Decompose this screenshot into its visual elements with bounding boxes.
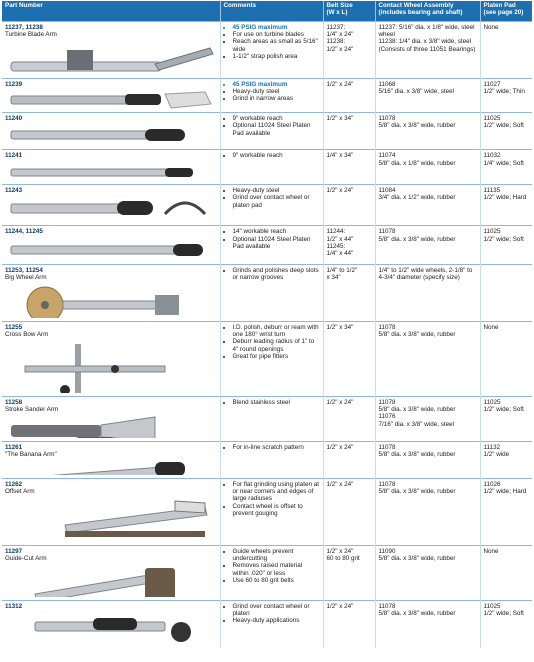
belt-size-cell: 1/2" x 24" bbox=[323, 184, 375, 225]
part-name: Offset Arm bbox=[5, 488, 35, 496]
arm-11243-photo bbox=[5, 196, 217, 223]
part-number: 11297 bbox=[5, 547, 23, 555]
arm-illustration bbox=[5, 415, 215, 438]
comment-item: • For flat grinding using platen at or near corners and edges of large radiuses bbox=[233, 481, 320, 503]
comments-list bbox=[224, 267, 320, 282]
table-row bbox=[2, 78, 532, 112]
platen-pad-cell: 11132 1/2" wide bbox=[480, 441, 532, 478]
belt-size-cell: 1/2" x 34" bbox=[323, 321, 375, 396]
comment-item: • Contact wheel is offset to prevent gouging bbox=[233, 503, 320, 518]
belt-size-cell: 1/4" x 34" bbox=[323, 150, 375, 184]
platen-pad-cell: 11135 1/2" wide; Hard bbox=[480, 184, 532, 225]
arm-illustration bbox=[5, 40, 215, 75]
header-contact-wheel: Contact Wheel Assembly (includes bearing and shaft) bbox=[375, 1, 480, 21]
table-header bbox=[2, 1, 532, 21]
part-number-cell bbox=[2, 478, 220, 545]
part-number: 11261 bbox=[5, 443, 23, 451]
big-wheel-arm-photo bbox=[5, 283, 217, 318]
comment-item: • Blend stainless steel bbox=[233, 399, 320, 406]
contact-wheel-cell: 11078 5/8" dia. x 3/8" wide, rubber bbox=[375, 441, 480, 478]
table-row bbox=[2, 441, 532, 478]
part-number-cell bbox=[2, 441, 220, 478]
contact-wheel-cell: 11068 5/16" dia. x 3/8" wide, steel bbox=[375, 78, 480, 112]
arm-11312-photo bbox=[5, 612, 217, 646]
part-number: 11258 bbox=[5, 398, 23, 406]
platen-pad-cell: 11026 1/2" wide; Hard bbox=[480, 478, 532, 545]
highlight-note: • 45 PSIG maximum bbox=[233, 24, 320, 31]
comment-item: • Heavy-duty steel bbox=[233, 187, 320, 194]
highlight-note: • 45 PSIG maximum bbox=[233, 81, 320, 88]
comments-list bbox=[224, 444, 320, 451]
comments-cell bbox=[220, 545, 323, 600]
arm-illustration bbox=[5, 497, 215, 542]
comments-cell bbox=[220, 150, 323, 184]
banana-arm-photo bbox=[5, 460, 217, 475]
turbine-blade-arm-photo bbox=[5, 40, 217, 75]
comments-cell bbox=[220, 226, 323, 264]
platen-pad-cell: 11025 1/2" wide; Soft bbox=[480, 226, 532, 264]
part-name: Big Wheel Arm bbox=[5, 274, 47, 282]
part-number-cell bbox=[2, 264, 220, 321]
belt-size-cell: 1/2" x 34" bbox=[323, 112, 375, 149]
arm-illustration bbox=[5, 340, 215, 393]
part-number-cell bbox=[2, 545, 220, 600]
arm-11240-photo bbox=[5, 124, 217, 147]
table-row bbox=[2, 321, 532, 396]
part-number-cell bbox=[2, 184, 220, 225]
comments-cell bbox=[220, 478, 323, 545]
comment-item: • Great for pipe fitters bbox=[233, 353, 320, 360]
platen-pad-cell: 11025 1/2" wide; Soft bbox=[480, 600, 532, 648]
platen-pad-cell: None bbox=[480, 321, 532, 396]
arm-illustration bbox=[5, 283, 215, 318]
part-name: Cross Bow Arm bbox=[5, 331, 49, 339]
belt-size-cell: 1/2" x 24" bbox=[323, 478, 375, 545]
contact-wheel-cell: 11090 5/8" dia. x 3/8" wide, rubber bbox=[375, 545, 480, 600]
part-number: 11241 bbox=[5, 152, 23, 160]
comments-list bbox=[224, 115, 320, 137]
belt-size-cell: 11244: 1/2" x 44" 11245: 1/4" x 44" bbox=[323, 226, 375, 264]
comment-item: • Removes raised material within .020" or less bbox=[233, 562, 320, 577]
comments-cell bbox=[220, 112, 323, 149]
comments-list bbox=[224, 81, 320, 103]
part-number-cell bbox=[2, 600, 220, 648]
part-name: Stroke Sander Arm bbox=[5, 406, 59, 414]
comment-item: • For in-line scratch pattern bbox=[233, 444, 320, 451]
part-number: 11244, 11245 bbox=[5, 228, 43, 236]
platen-pad-cell: 11025 1/2" wide; Soft bbox=[480, 112, 532, 149]
part-number: 11262 bbox=[5, 480, 23, 488]
arm-illustration bbox=[5, 612, 215, 646]
part-name: Guide-Cut Arm bbox=[5, 555, 47, 563]
arm-illustration bbox=[5, 196, 215, 223]
belt-size-cell: 1/2" x 24" bbox=[323, 441, 375, 478]
comments-list bbox=[224, 187, 320, 209]
comments-cell bbox=[220, 396, 323, 441]
platen-pad-cell: None bbox=[480, 545, 532, 600]
part-number: 11240 bbox=[5, 114, 23, 122]
part-number-cell bbox=[2, 226, 220, 264]
part-number-cell bbox=[2, 150, 220, 184]
comment-item: • 14" workable reach bbox=[233, 228, 320, 235]
comment-item: • I.D. polish, deburr or ream with one 180° wrist turn bbox=[233, 324, 320, 339]
comment-item: • Grind in narrow areas bbox=[233, 95, 320, 102]
belt-size-cell: 1/4" to 1/2" x 34" bbox=[323, 264, 375, 321]
comment-item: • Grind over contact wheel or platen pad bbox=[233, 194, 320, 209]
part-name: "The Banana Arm" bbox=[5, 451, 57, 459]
table-row bbox=[2, 184, 532, 225]
table-row bbox=[2, 112, 532, 149]
contact-wheel-cell: 11078 5/8" dia. x 3/8" wide, rubber bbox=[375, 478, 480, 545]
part-number: 11239 bbox=[5, 80, 23, 88]
comment-item: • Heavy-duty applications bbox=[233, 617, 320, 624]
comments-cell bbox=[220, 78, 323, 112]
comment-item: • 9" workable reach bbox=[233, 115, 320, 122]
part-number-cell bbox=[2, 321, 220, 396]
table-row bbox=[2, 150, 532, 184]
comments-list bbox=[224, 603, 320, 625]
platen-pad-cell: 11032 1/4" wide; Soft bbox=[480, 150, 532, 184]
comments-list bbox=[224, 324, 320, 361]
part-number: 11243 bbox=[5, 186, 23, 194]
comments-list bbox=[224, 228, 320, 250]
comments-list bbox=[224, 152, 320, 159]
offset-arm-photo bbox=[5, 497, 217, 542]
table-row bbox=[2, 600, 532, 648]
comments-cell bbox=[220, 21, 323, 78]
guide-cut-arm-photo bbox=[5, 564, 217, 597]
table-row bbox=[2, 396, 532, 441]
stroke-sander-arm-photo bbox=[5, 415, 217, 438]
arm-11239-photo bbox=[5, 90, 217, 110]
table-row bbox=[2, 264, 532, 321]
part-number: 11237, 11238 bbox=[5, 23, 43, 31]
contact-wheel-cell: 11074 5/8" dia. x 1/8" wide, rubber bbox=[375, 150, 480, 184]
header-comments: Comments bbox=[220, 1, 323, 21]
cross-bow-arm-photo bbox=[5, 340, 217, 393]
arm-11244-photo bbox=[5, 238, 217, 262]
table-row bbox=[2, 21, 532, 78]
arm-illustration bbox=[5, 564, 215, 597]
comment-item: • Heavy-duty steel bbox=[233, 88, 320, 95]
comment-item: • 9" workable reach bbox=[233, 152, 320, 159]
contact-wheel-cell: 11078 5/8" dia. x 3/8" wide, rubber bbox=[375, 321, 480, 396]
comments-list bbox=[224, 481, 320, 518]
comment-item: • Optional 11024 Steel Platen Pad available bbox=[233, 122, 320, 137]
platen-pad-cell: 11025 1/2" wide; Soft bbox=[480, 396, 532, 441]
arm-11241-photo bbox=[5, 162, 217, 182]
part-number-cell bbox=[2, 78, 220, 112]
header-belt-size: Belt Size (W x L) bbox=[323, 1, 375, 21]
comments-cell bbox=[220, 264, 323, 321]
part-name: Turbine Blade Arm bbox=[5, 30, 57, 38]
comment-item: • Grinds and polishes deep slots or narrow grooves bbox=[233, 267, 320, 282]
arm-spec-table bbox=[2, 1, 532, 648]
comment-item: • Optional 11024 Steel Platen Pad available bbox=[233, 236, 320, 251]
comments-cell bbox=[220, 184, 323, 225]
contact-wheel-cell: 11078 5/8" dia. x 3/8" wide, rubber bbox=[375, 112, 480, 149]
comment-item: • Guide wheels prevent undercutting bbox=[233, 548, 320, 563]
table-row bbox=[2, 545, 532, 600]
contact-wheel-cell: 11084 3/4" dia. x 1/2" wide, rubber bbox=[375, 184, 480, 225]
platen-pad-cell: 11027 1/2" wide; Thin bbox=[480, 78, 532, 112]
contact-wheel-cell: 11078 5/8" dia. x 3/8" wide, rubber bbox=[375, 226, 480, 264]
comment-item: • Use 60 to 80 grit belts bbox=[233, 577, 320, 584]
arm-illustration bbox=[5, 460, 215, 475]
platen-pad-cell: None bbox=[480, 21, 532, 78]
arm-illustration bbox=[5, 238, 215, 262]
comments-list bbox=[224, 24, 320, 61]
contact-wheel-cell: 11078 5/8" dia. x 3/8" wide, rubber bbox=[375, 600, 480, 648]
comments-cell bbox=[220, 441, 323, 478]
part-number-cell bbox=[2, 112, 220, 149]
belt-size-cell: 11237: 1/4" x 24" 11238: 1/2" x 24" bbox=[323, 21, 375, 78]
comment-item: • Deburr leading radius of 1" to 4" round openings bbox=[233, 338, 320, 353]
header-part-number: Part Number bbox=[2, 1, 220, 21]
part-number: 11253, 11254 bbox=[5, 266, 43, 274]
comment-item: • 1-1/2" strap polish area bbox=[233, 53, 320, 60]
part-number-cell bbox=[2, 21, 220, 78]
part-number: 11255 bbox=[5, 323, 23, 331]
comments-list bbox=[224, 399, 320, 406]
platen-pad-cell bbox=[480, 264, 532, 321]
comment-item: • For use on turbine blades bbox=[233, 31, 320, 38]
part-number-cell bbox=[2, 396, 220, 441]
table-row bbox=[2, 226, 532, 264]
part-number: 11312 bbox=[5, 602, 23, 610]
belt-size-cell: 1/2" x 24" 60 to 80 grit bbox=[323, 545, 375, 600]
header-platen-pad: Platen Pad (see page 20) bbox=[480, 1, 532, 21]
comment-item: • Grind over contact wheel or platen bbox=[233, 603, 320, 618]
belt-size-cell: 1/2" x 24" bbox=[323, 396, 375, 441]
comments-cell bbox=[220, 321, 323, 396]
belt-size-cell: 1/2" x 24" bbox=[323, 600, 375, 648]
comments-list bbox=[224, 548, 320, 585]
belt-size-cell: 1/2" x 24" bbox=[323, 78, 375, 112]
contact-wheel-cell: 11237: 5/16" dia. x 1/8" wide, steel wheel 11238: 1/4" dia. x 3/8" wide, steel (Consists of three 11051 Bearings) bbox=[375, 21, 480, 78]
arm-illustration bbox=[5, 124, 215, 147]
contact-wheel-cell: 11078 5/8" dia. x 3/8" wide, rubber 11076 7/16" dia. x 3/8" wide, steel bbox=[375, 396, 480, 441]
comment-item: • Reach areas as small as 5/16" wide bbox=[233, 38, 320, 53]
arm-illustration bbox=[5, 90, 215, 110]
comments-cell bbox=[220, 600, 323, 648]
arm-illustration bbox=[5, 162, 215, 182]
table-row bbox=[2, 478, 532, 545]
contact-wheel-cell: 1/4" to 1/2" wide wheels, 2-1/8" to 4-3/4" diameter (specify size) bbox=[375, 264, 480, 321]
